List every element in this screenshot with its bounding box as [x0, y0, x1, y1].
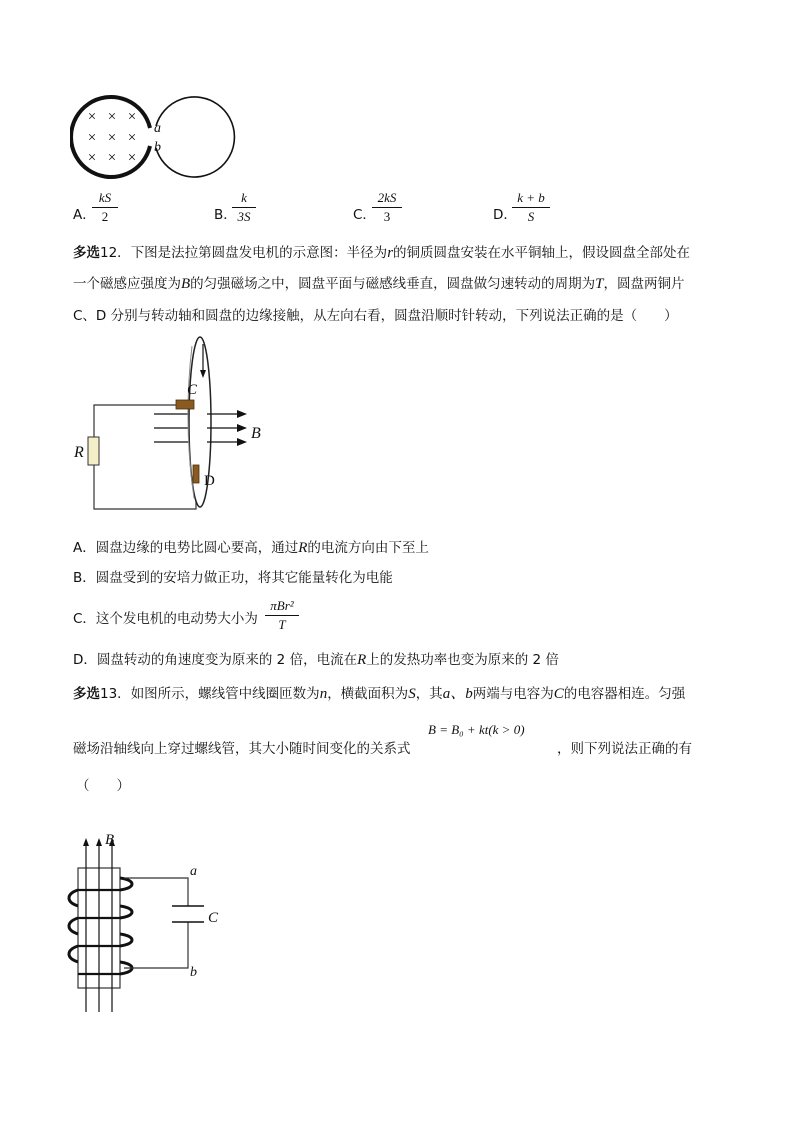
q12-option-c[interactable]: C．这个发电机的电动势大小为 — [73, 611, 258, 627]
q13-line3: （ ） — [76, 778, 130, 794]
q13-tag: 多选 — [73, 686, 100, 702]
resistor — [88, 437, 99, 465]
field-cross: × — [127, 150, 137, 166]
field-cross: × — [87, 109, 97, 125]
option-d-fraction: k + b S — [512, 190, 550, 225]
q12-line1: 多选12．下图是法拉第圆盘发电机的示意图：半径为r的铜质圆盘安装在水平铜轴上，假设圆盘全部处在 — [73, 245, 691, 261]
capacitor-label: C — [208, 910, 219, 926]
solenoid-figure — [66, 830, 226, 1020]
resistor-label: R — [74, 444, 84, 461]
option-a-label: A． — [73, 207, 96, 223]
option-c-fraction: 2kS 3 — [372, 190, 402, 225]
field-label-b: B — [251, 425, 261, 442]
field-cross: × — [127, 130, 137, 146]
q13-formula: B = B₀ + kt(k > 0) — [428, 722, 525, 737]
field-cross: × — [107, 130, 117, 146]
q12-option-a[interactable]: A．圆盘边缘的电势比圆心要高，通过R的电流方向由下至上 — [73, 540, 429, 556]
field-label-b: B — [105, 832, 115, 848]
option-c-label: C． — [353, 207, 376, 223]
q13-line2a: 磁场沿轴线向上穿过螺线管，其大小随时间变化的关系式 — [73, 741, 411, 757]
field-cross: × — [107, 150, 117, 166]
faraday-disk-figure — [70, 334, 290, 514]
q13-number: 13． — [100, 686, 131, 702]
wire-top — [124, 878, 188, 906]
q12-line3: C、D 分别与转动轴和圆盘的边缘接触，从左向右看，圆盘沿顺时针转动，下列说法正确的是（ ） — [73, 308, 678, 324]
loops-figure — [70, 92, 240, 182]
terminal-b-label: b — [190, 965, 197, 980]
terminal-a-label: a — [190, 864, 197, 879]
field-cross: × — [87, 150, 97, 166]
q12-tag: 多选 — [73, 245, 100, 261]
q13-line1: 多选13．如图所示，螺线管中线圈匝数为n，横截面积为S，其a、b两端与电容为C的电容器相连。匀强 — [73, 686, 686, 702]
option-a-fraction: kS 2 — [92, 190, 118, 225]
brush-c-label: C — [187, 382, 198, 398]
field-cross: × — [127, 109, 137, 125]
option-d-label: D． — [493, 207, 517, 223]
q12-option-c-fraction: πBr² T — [265, 598, 299, 633]
option-b-label: B． — [214, 207, 237, 223]
option-b-fraction: k 3S — [232, 190, 256, 225]
q12-option-d[interactable]: D．圆盘转动的角速度变为原来的 2 倍，电流在R上的发热功率也变为原来的 2 倍 — [73, 652, 559, 668]
brush-c — [176, 400, 194, 409]
outer-loop — [156, 97, 234, 177]
label-a: a — [154, 121, 161, 136]
q12-option-b[interactable]: B．圆盘受到的安培力做正功，将其它能量转化为电能 — [73, 570, 393, 586]
brush-d — [193, 465, 199, 483]
q13-line2b: ，则下列说法正确的有 — [557, 741, 692, 757]
q12-line2: 一个磁感应强度为B的匀强磁场之中，圆盘平面与磁感线垂直，圆盘做匀速转动的周期为T，圆盘两铜片 — [73, 276, 685, 292]
field-cross: × — [87, 130, 97, 146]
label-b: b — [154, 140, 161, 155]
q12-number: 12． — [100, 245, 131, 261]
field-cross: × — [107, 109, 117, 125]
brush-d-label: D — [204, 473, 215, 489]
wire-bottom — [124, 922, 188, 968]
circuit-wire — [94, 405, 196, 509]
